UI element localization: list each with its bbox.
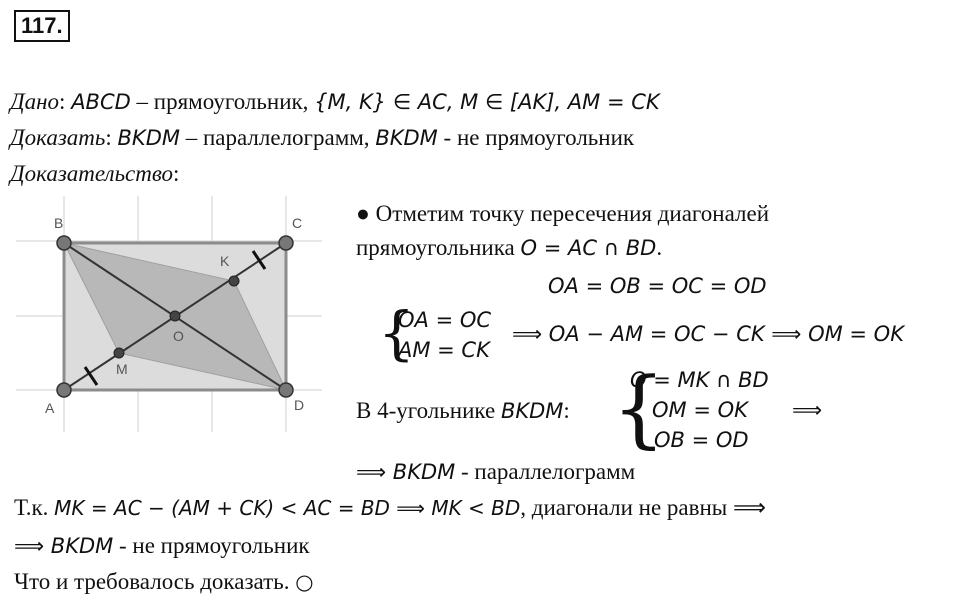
- step1-line2: прямоугольника O = AC ∩ BD.: [356, 235, 663, 260]
- brace-step3: {: [612, 359, 666, 457]
- point-c: [279, 236, 293, 250]
- given-line: Дано: ABCD – прямоугольник, {M, K} ∈ AC, M ∈ [AK], AM = CK: [10, 89, 660, 114]
- point-d: [279, 383, 293, 397]
- step2-result: ⟹ OA − AM = OC − CK ⟹ OM = OK: [512, 322, 904, 346]
- bullet: ●: [356, 201, 370, 226]
- point-m: [114, 348, 124, 358]
- given-math-condition: {M, K} ∈ AC, M ∈ [AK], AM = CK: [314, 90, 660, 114]
- prove-line: Доказать: BKDM – параллелограмм, BKDM - не прямоугольник: [10, 125, 635, 150]
- step1-line1: ● Отметим точку пересечения диагоналей: [356, 201, 770, 226]
- label-a: A: [45, 400, 55, 416]
- label-b: B: [54, 215, 64, 231]
- step5-line: Т.к. MK = AC − (AM + CK) < AC = BD ⟹ MK < BD, диагонали не равны ⟹: [14, 495, 766, 520]
- point-b: [57, 236, 71, 250]
- brace-step2: {: [378, 299, 415, 367]
- label-o: O: [173, 328, 184, 344]
- step3-prefix: В 4-угольнике BKDM:: [356, 398, 570, 423]
- point-a: [57, 383, 71, 397]
- label-c: C: [292, 215, 303, 231]
- conclusion-line: Что и требовалось доказать. ○: [14, 569, 314, 594]
- point-k: [229, 276, 239, 286]
- step3-sys2: OM = OK: [652, 398, 748, 422]
- label-d: D: [294, 397, 305, 413]
- step4-line: ⟹ BKDM - параллелограмм: [356, 459, 636, 484]
- step3-sys3: OB = OD: [654, 428, 749, 452]
- step6-line: ⟹ BKDM - не прямоугольник: [14, 533, 310, 558]
- rectangle-figure: [16, 196, 322, 432]
- prove-label: Доказать: [10, 125, 106, 150]
- label-m: M: [116, 361, 128, 377]
- problem-number: 117.: [14, 10, 70, 42]
- label-k: K: [220, 253, 230, 269]
- point-o: [170, 311, 180, 321]
- given-label: Дано: [10, 89, 60, 114]
- step2-sys1: OA = OC: [398, 308, 492, 332]
- proof-label-line: Доказательство:: [10, 161, 180, 186]
- step1-equality: OA = OB = OC = OD: [548, 274, 767, 298]
- step3-sys1: O = MK ∩ BD: [630, 368, 769, 392]
- given-math-rect: ABCD: [71, 90, 131, 114]
- step3-arrow: ⟹: [792, 398, 823, 422]
- qed-mark: ○: [295, 570, 314, 594]
- step2-sys2: AM = CK: [398, 338, 490, 362]
- proof-label: Доказательство: [10, 161, 174, 186]
